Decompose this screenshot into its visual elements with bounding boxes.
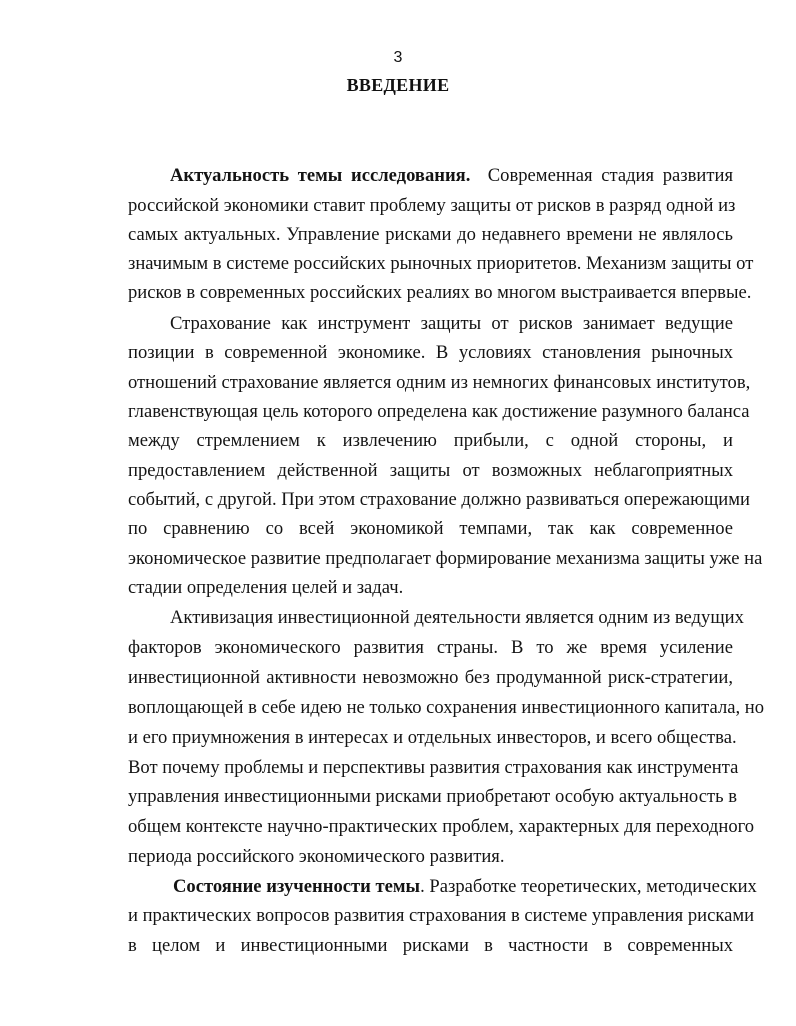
page-number: 3 [393, 49, 403, 66]
paragraph-1-line-2: российской экономики ставит проблему защиты от рисков в разряд одной из [128, 195, 736, 216]
paragraph-1-line-1: Актуальность темы исследования. Современная стадия развития [170, 165, 734, 186]
paragraph-4-line-3: в целом и инвестиционными рисками в частности в современных [128, 935, 733, 956]
paragraph-1-line-4: значимым в системе российских рыночных приоритетов. Механизм защиты от [128, 253, 754, 274]
paragraph-1-heading: Актуальность темы исследования. [170, 165, 471, 186]
paragraph-3-line-6: Вот почему проблемы и перспективы развития страхования как инструмента [128, 757, 739, 778]
paragraph-3-line-2: факторов экономического развития страны. В то же время усиление [128, 637, 733, 658]
paragraph-2-line-7: событий, с другой. При этом страхование должно развиваться опережающими [128, 489, 750, 510]
paragraph-2-line-4: главенствующая цель которого определена как достижение разумного баланса [128, 401, 750, 422]
paragraph-2-line-6: предоставлением действенной защиты от возможных неблагоприятных [128, 460, 733, 481]
paragraph-2-line-2: позиции в современной экономике. В условиях становления рыночных [128, 342, 733, 363]
paragraph-3-line-8: общем контексте научно-практических проблем, характерных для переходного [128, 816, 755, 837]
paragraph-4-line-2: и практических вопросов развития страхования в системе управления рисками [128, 905, 755, 926]
section-title: ВВЕДЕНИЕ [346, 75, 450, 95]
paragraph-3-line-7: управления инвестиционными рисками приобретают особую актуальность в [128, 786, 737, 807]
paragraph-2-line-3: отношений страхование является одним из немногих финансовых институтов, [128, 372, 751, 393]
paragraph-2-line-8: по сравнению со всей экономикой темпами, так как современное [128, 518, 733, 539]
paragraph-4-line-1: Состояние изученности темы. Разработке теоретических, методических [173, 876, 757, 897]
paragraph-2-line-5: между стремлением к извлечению прибыли, с одной стороны, и [128, 430, 733, 451]
paragraph-3-line-5: и его приумножения в интересах и отдельных инвесторов, и всего общества. [128, 727, 737, 748]
paragraph-4-heading: Состояние изученности темы [173, 876, 421, 897]
paragraph-3-line-4: воплощающей в себе идею не только сохранения инвестиционного капитала, но [128, 697, 765, 718]
paragraph-1-line-3: самых актуальных. Управление рисками до недавнего времени не являлось [128, 224, 733, 245]
paragraph-1-line-5: рисков в современных российских реалиях во многом выстраивается впервые. [128, 282, 752, 303]
paragraph-3-line-9: периода российского экономического развития. [128, 846, 505, 867]
paragraph-2-line-1: Страхование как инструмент защиты от рисков занимает ведущие [170, 313, 733, 334]
paragraph-3-line-3: инвестиционной активности невозможно без продуманной риск-стратегии, [128, 667, 733, 688]
paragraph-2-line-9: экономическое развитие предполагает формирование механизма защиты уже на [128, 548, 763, 569]
paragraph-2-line-10: стадии определения целей и задач. [128, 577, 404, 598]
paragraph-3-line-1: Активизация инвестиционной деятельности является одним из ведущих [170, 607, 744, 628]
